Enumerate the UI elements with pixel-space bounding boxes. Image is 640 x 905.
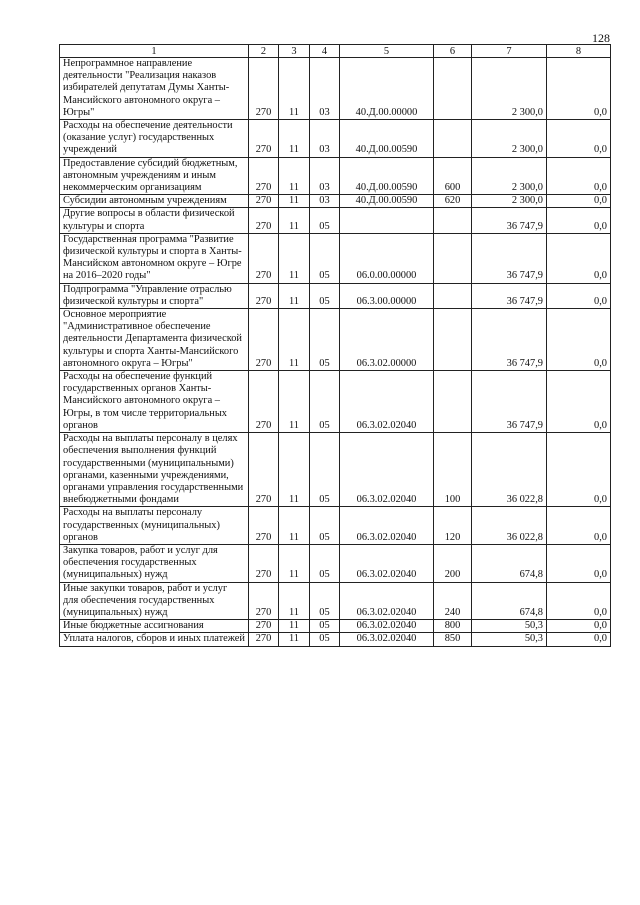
cell-section: 11 (279, 544, 310, 582)
cell-expense-type: 620 (434, 195, 472, 208)
cell-section: 11 (279, 157, 310, 195)
cell-expense-type: 100 (434, 433, 472, 507)
cell-section: 11 (279, 582, 310, 620)
cell-section: 11 (279, 233, 310, 283)
cell-section: 11 (279, 208, 310, 233)
table-row (60, 544, 611, 582)
cell-amount: 36 022,8 (472, 433, 547, 507)
cell-expense-type (434, 208, 472, 233)
cell-subsection: 05 (310, 283, 340, 308)
column-header: 2 (249, 45, 279, 58)
column-header: 7 (472, 45, 547, 58)
table-row (60, 233, 611, 283)
cell-amount: 36 747,9 (472, 309, 547, 371)
table-row (60, 157, 611, 195)
cell-section: 11 (279, 120, 310, 158)
column-header: 3 (279, 45, 310, 58)
cell-amount-2: 0,0 (547, 208, 611, 233)
table-row (60, 120, 611, 158)
cell-target-article: 40.Д.00.00590 (340, 157, 434, 195)
cell-target-article: 06.3.02.02040 (340, 582, 434, 620)
cell-section: 11 (279, 507, 310, 545)
cell-ministry: 270 (249, 309, 279, 371)
row-name: Расходы на обеспечение деятельности (оказание услуг) государственных учреждений (60, 120, 249, 158)
row-name: Непрограммное направление деятельности "Реализация наказов избирателей депутатам Думы Ханты-Мансийского автономного округа – Югры" (60, 58, 249, 120)
table-row (60, 309, 611, 371)
column-header: 5 (340, 45, 434, 58)
row-name: Государственная программа "Развитие физической культуры и спорта в Ханты-Мансийском автономном округе – Югре на 2016–2020 годы" (60, 233, 249, 283)
row-name: Расходы на выплаты персоналу государственных (муниципальных) органов (60, 507, 249, 545)
cell-amount-2: 0,0 (547, 633, 611, 646)
cell-ministry: 270 (249, 507, 279, 545)
cell-amount-2: 0,0 (547, 233, 611, 283)
table-row (60, 208, 611, 233)
cell-amount: 2 300,0 (472, 120, 547, 158)
cell-subsection: 05 (310, 633, 340, 646)
cell-amount-2: 0,0 (547, 283, 611, 308)
row-name: Предоставление субсидий бюджетным, автономным учреждениям и иным некоммерческим организациям (60, 157, 249, 195)
cell-section: 11 (279, 633, 310, 646)
cell-target-article: 06.3.02.02040 (340, 620, 434, 633)
row-name: Субсидии автономным учреждениям (60, 195, 249, 208)
table-row (60, 507, 611, 545)
row-name: Расходы на выплаты персоналу в целях обеспечения выполнения функций государственными (муниципальными) органами, казенными учреждениями, органами управления государственными внебюджетными фондами (60, 433, 249, 507)
cell-amount: 2 300,0 (472, 58, 547, 120)
header-row (60, 45, 611, 58)
cell-amount: 674,8 (472, 582, 547, 620)
cell-subsection: 05 (310, 620, 340, 633)
cell-expense-type (434, 283, 472, 308)
cell-subsection: 03 (310, 120, 340, 158)
cell-expense-type: 200 (434, 544, 472, 582)
cell-ministry: 270 (249, 433, 279, 507)
cell-ministry: 270 (249, 195, 279, 208)
cell-target-article: 06.0.00.00000 (340, 233, 434, 283)
cell-expense-type (434, 233, 472, 283)
cell-ministry: 270 (249, 544, 279, 582)
cell-amount-2: 0,0 (547, 120, 611, 158)
cell-target-article: 06.3.02.02040 (340, 633, 434, 646)
table-row (60, 58, 611, 120)
cell-ministry: 270 (249, 633, 279, 646)
column-header: 6 (434, 45, 472, 58)
table-row (60, 195, 611, 208)
cell-ministry: 270 (249, 120, 279, 158)
cell-amount: 36 747,9 (472, 371, 547, 433)
table-row (60, 620, 611, 633)
cell-ministry: 270 (249, 371, 279, 433)
cell-amount-2: 0,0 (547, 582, 611, 620)
cell-amount: 36 022,8 (472, 507, 547, 545)
cell-expense-type: 850 (434, 633, 472, 646)
cell-amount: 2 300,0 (472, 195, 547, 208)
cell-amount-2: 0,0 (547, 195, 611, 208)
cell-amount: 36 747,9 (472, 283, 547, 308)
row-name: Уплата налогов, сборов и иных платежей (60, 633, 249, 646)
row-name: Закупка товаров, работ и услуг для обеспечения государственных (муниципальных) нужд (60, 544, 249, 582)
row-name: Иные закупки товаров, работ и услуг для обеспечения государственных (муниципальных) нужд (60, 582, 249, 620)
cell-amount-2: 0,0 (547, 507, 611, 545)
cell-amount-2: 0,0 (547, 309, 611, 371)
cell-amount-2: 0,0 (547, 433, 611, 507)
cell-ministry: 270 (249, 582, 279, 620)
cell-target-article: 06.3.02.02040 (340, 507, 434, 545)
cell-target-article: 06.3.00.00000 (340, 283, 434, 308)
cell-subsection: 03 (310, 195, 340, 208)
cell-ministry: 270 (249, 58, 279, 120)
cell-expense-type: 120 (434, 507, 472, 545)
cell-ministry: 270 (249, 620, 279, 633)
cell-expense-type (434, 120, 472, 158)
cell-ministry: 270 (249, 157, 279, 195)
cell-expense-type (434, 309, 472, 371)
cell-subsection: 05 (310, 544, 340, 582)
cell-amount-2: 0,0 (547, 620, 611, 633)
cell-expense-type (434, 58, 472, 120)
page-number: 128 (592, 31, 610, 45)
cell-subsection: 03 (310, 58, 340, 120)
row-name: Основное мероприятие "Административное обеспечение деятельности Департамента физической культуры и спорта Ханты-Мансийского автономного округа – Югры" (60, 309, 249, 371)
cell-subsection: 05 (310, 233, 340, 283)
cell-ministry: 270 (249, 208, 279, 233)
table-row (60, 433, 611, 507)
cell-target-article: 40.Д.00.00000 (340, 58, 434, 120)
cell-expense-type: 600 (434, 157, 472, 195)
cell-subsection: 05 (310, 371, 340, 433)
column-header: 8 (547, 45, 611, 58)
row-name: Подпрограмма "Управление отраслью физической культуры и спорта" (60, 283, 249, 308)
table-row (60, 633, 611, 646)
cell-section: 11 (279, 620, 310, 633)
cell-subsection: 05 (310, 433, 340, 507)
cell-target-article: 40.Д.00.00590 (340, 120, 434, 158)
cell-section: 11 (279, 433, 310, 507)
cell-ministry: 270 (249, 233, 279, 283)
cell-section: 11 (279, 309, 310, 371)
cell-subsection: 05 (310, 309, 340, 371)
cell-section: 11 (279, 58, 310, 120)
cell-subsection: 05 (310, 208, 340, 233)
row-name: Иные бюджетные ассигнования (60, 620, 249, 633)
cell-expense-type: 800 (434, 620, 472, 633)
cell-subsection: 03 (310, 157, 340, 195)
cell-target-article (340, 208, 434, 233)
row-name: Другие вопросы в области физической культуры и спорта (60, 208, 249, 233)
cell-target-article: 06.3.02.00000 (340, 309, 434, 371)
cell-amount: 36 747,9 (472, 208, 547, 233)
cell-amount-2: 0,0 (547, 58, 611, 120)
cell-amount: 50,3 (472, 633, 547, 646)
cell-amount: 36 747,9 (472, 233, 547, 283)
cell-amount-2: 0,0 (547, 371, 611, 433)
table-row (60, 582, 611, 620)
cell-target-article: 06.3.02.02040 (340, 433, 434, 507)
cell-ministry: 270 (249, 283, 279, 308)
column-header: 1 (60, 45, 249, 58)
cell-target-article: 06.3.02.02040 (340, 544, 434, 582)
cell-amount: 50,3 (472, 620, 547, 633)
cell-amount-2: 0,0 (547, 157, 611, 195)
cell-expense-type: 240 (434, 582, 472, 620)
cell-section: 11 (279, 283, 310, 308)
cell-subsection: 05 (310, 507, 340, 545)
table-row (60, 371, 611, 433)
cell-amount: 2 300,0 (472, 157, 547, 195)
row-name: Расходы на обеспечение функций государственных органов Ханты-Мансийского автономного округа – Югры, в том числе территориальных органов (60, 371, 249, 433)
cell-expense-type (434, 371, 472, 433)
cell-section: 11 (279, 371, 310, 433)
cell-amount: 674,8 (472, 544, 547, 582)
cell-amount-2: 0,0 (547, 544, 611, 582)
cell-subsection: 05 (310, 582, 340, 620)
table-row (60, 283, 611, 308)
cell-target-article: 40.Д.00.00590 (340, 195, 434, 208)
cell-section: 11 (279, 195, 310, 208)
cell-target-article: 06.3.02.02040 (340, 371, 434, 433)
budget-table (59, 44, 611, 647)
column-header: 4 (310, 45, 340, 58)
